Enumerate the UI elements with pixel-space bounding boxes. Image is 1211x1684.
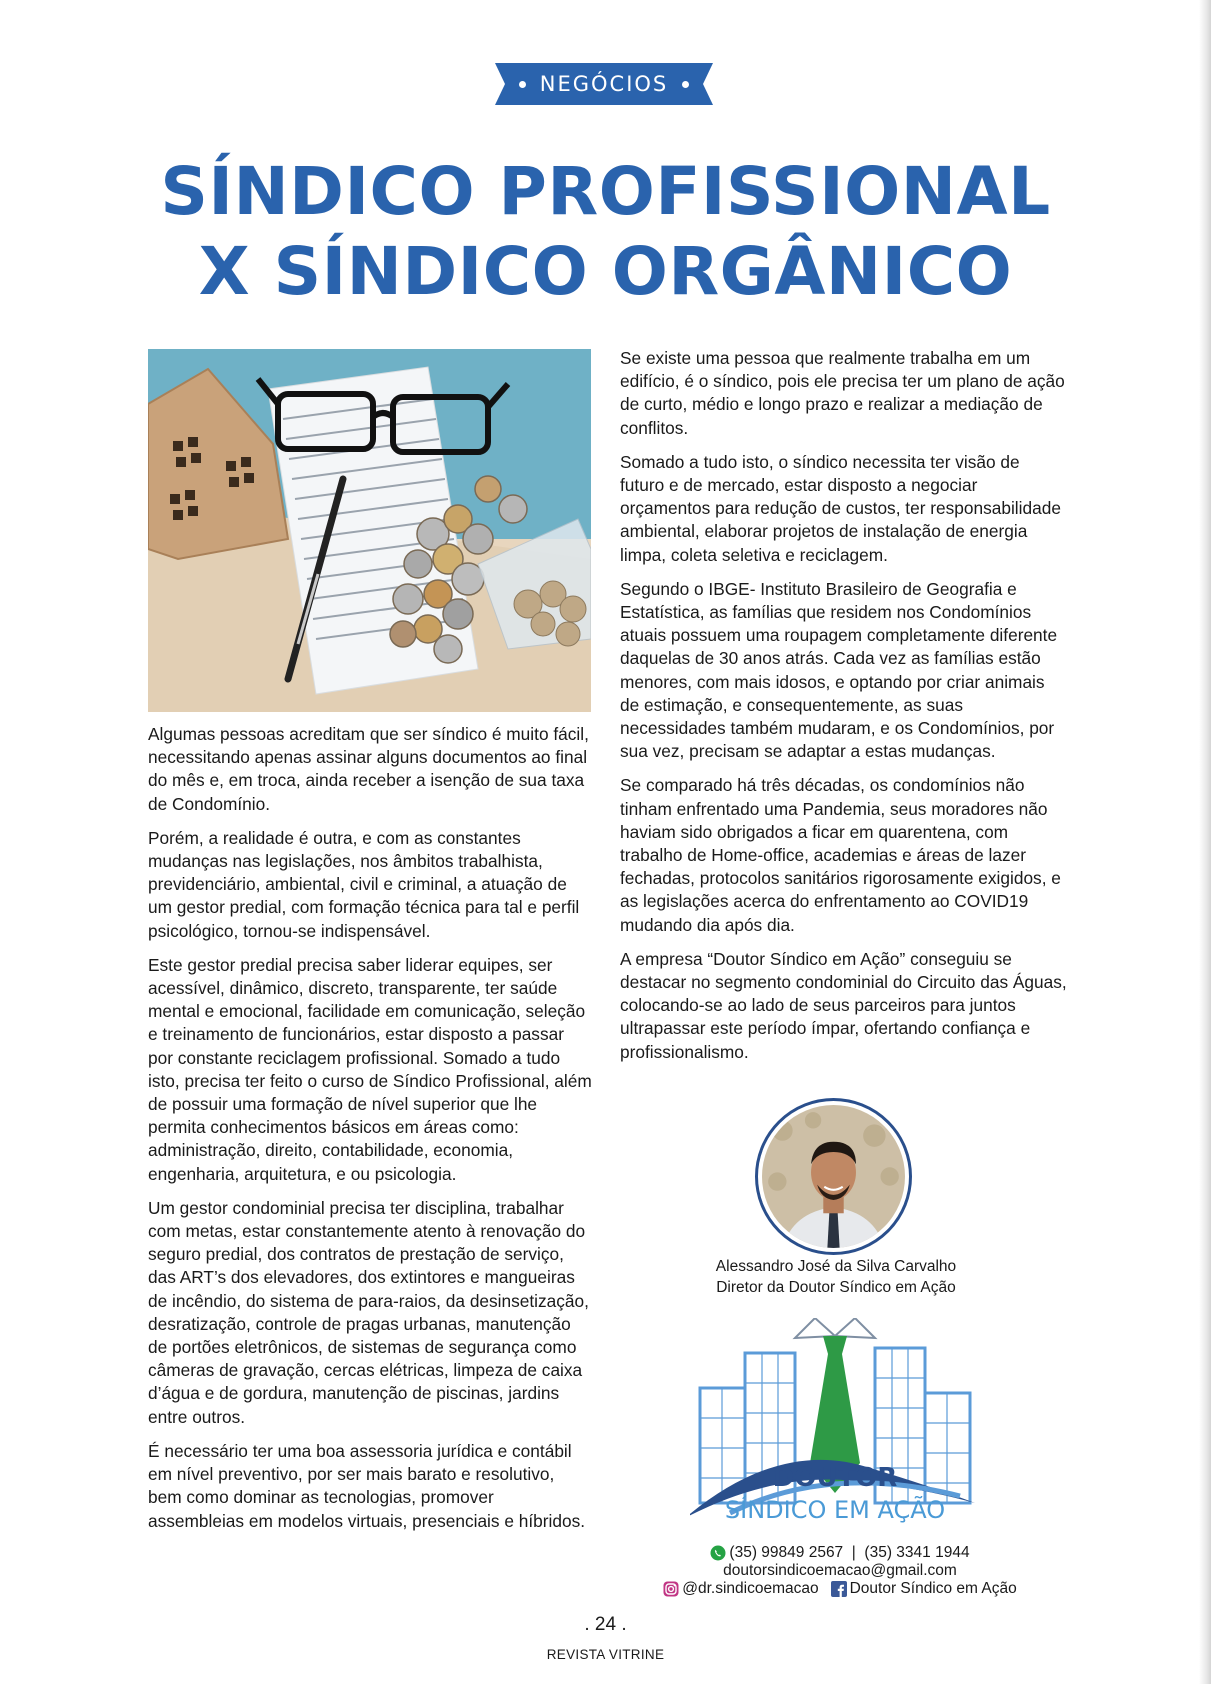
page-number: . 24 . xyxy=(584,1614,627,1635)
whatsapp-icon xyxy=(710,1545,726,1561)
email-address[interactable]: doutorsindicoemacao@gmail.com xyxy=(723,1562,957,1579)
instagram-handle[interactable]: @dr.sindicoemacao xyxy=(682,1580,819,1597)
paragraph: Somado a tudo isto, o síndico necessita ter visão de futuro e de mercado, estar disposto a negociar orçamentos para redução de custos, ter responsabilidade ambiental, elaborar projetos de instalação de energia limpa, coleta seletiva e reciclagem. xyxy=(620,451,1061,565)
author-caption xyxy=(660,1256,1012,1298)
email-row xyxy=(640,1562,1040,1580)
paragraph: Segundo o IBGE- Instituto Brasileiro de Geografia e Estatística, as famílias que residem nos Condomínios atuais possuem uma roupagem completamente diferente daquelas de 30 anos atrás. Cada vez as famílias estão menores, com mais idosos, e optando por criar animais de estimação, e consequentemente, as suas necessidades também mudaram, e os Condomínios, por sua vez, precisam se adaptar a estas mudanças. xyxy=(620,578,1058,762)
paragraph: Se comparado há três décadas, os condomínios não tinham enfrentado uma Pandemia, seus moradores não haviam sido obrigados a ficar em quarentena, com trabalho de Home-office, academias e áreas de lazer fechadas, protocolos sanitários rigorosamente exigidos, e as legislações acerca do enfrentamento ao COVID19 mudando dia após dia. xyxy=(620,775,1061,935)
bullet-dot xyxy=(519,81,526,88)
title-line-2: X SÍNDICO ORGÂNICO xyxy=(198,233,1013,310)
phone-row xyxy=(640,1544,1040,1562)
social-row xyxy=(640,1580,1040,1598)
author-portrait xyxy=(755,1098,912,1255)
instagram-icon xyxy=(663,1581,679,1597)
logo-subtitle: SÍNDICO EM AÇÃO xyxy=(724,1496,946,1524)
paragraph: Algumas pessoas acreditam que ser síndico é muito fácil, necessitando apenas assinar alguns documentos ao final do mês e, em troca, ainda receber a isenção de sua taxa de Condomínio. xyxy=(148,724,589,814)
paragraph: Se existe uma pessoa que realmente trabalha em um edifício, é o síndico, pois ele precisa ter um plano de ação de curto, médio e longo prazo e realizar a mediação de conflitos. xyxy=(620,348,1065,438)
facebook-icon xyxy=(831,1581,847,1597)
author-name: Alessandro José da Silva Carvalho xyxy=(715,1258,957,1275)
article-right-column xyxy=(620,347,1068,1075)
article-title xyxy=(0,152,1211,312)
paragraph: Um gestor condominial precisa ter disciplina, trabalhar com metas, estar constantemente atento à renovação do seguro predial, dos contratos de prestação de serviço, das ART’s dos elevadores, dos extintores e mangueiras de incêndio, do sistema de para-raios, da desinsetização, desratização, controle de pragas urbanas, manutenção de portões eletrônicos, de sistemas de segurança como câmeras de gravação, cercas elétricas, limpeza de caixa d’água e de gordura, manutenção de piscinas, jardins entre outros. xyxy=(148,1197,589,1427)
section-tag xyxy=(495,63,713,105)
phone-numbers[interactable]: (35) 99849 2567 | (35) 3341 1944 xyxy=(729,1544,970,1561)
facebook-page[interactable]: Doutor Síndico em Ação xyxy=(849,1580,1017,1597)
title-line-1: SÍNDICO PROFISSIONAL xyxy=(160,153,1051,230)
article-photo xyxy=(148,349,591,712)
paragraph: Este gestor predial precisa saber liderar equipes, ser acessível, dinâmico, discreto, transparente, ter saúde mental e emocional, facilidade em comunicação, seleção e treinamento de funcionários, estar disposto a passar por constante reciclagem profissional. Somado a tudo isto, precisa ter feito o curso de Síndico Profissional, além de possuir uma formação de nível superior que lhe permita conhecimentos básicos em áreas como: administração, direito, contabilidade, economia, engenharia, arquitetura, e ou psicologia. xyxy=(148,954,592,1184)
paragraph: Porém, a realidade é outra, e com as constantes mudanças nas legislações, nos âmbitos trabalhista, previdenciário, ambiental, civil e criminal, a atuação de um gestor predial, com formação técnica para tal e perfil psicológico, tornou-se indispensável. xyxy=(148,827,580,941)
section-label: NEGÓCIOS xyxy=(539,72,669,96)
bullet-dot xyxy=(682,81,689,88)
logo-title: DOUTOR xyxy=(772,1463,898,1493)
paragraph: É necessário ter uma boa assessoria jurídica e contábil em nível preventivo, por ser mais barato e resolutivo, bem como dominar as tecnologias, promover assembleias em modelos virtuais, presenciais e híbridos. xyxy=(148,1440,586,1531)
company-logo xyxy=(690,1318,980,1538)
magazine-name: REVISTA VITRINE xyxy=(546,1647,665,1662)
article-left-column xyxy=(148,723,592,1544)
contact-block xyxy=(640,1544,1040,1598)
paragraph: A empresa “Doutor Síndico em Ação” conseguiu se destacar no segmento condominial do Circuito das Águas, colocando-se ao lado de seus parceiros para juntos ultrapassar este período ímpar, ofertando confiança e profissionalismo. xyxy=(620,948,1067,1062)
author-role: Diretor da Doutor Síndico em Ação xyxy=(716,1279,956,1296)
